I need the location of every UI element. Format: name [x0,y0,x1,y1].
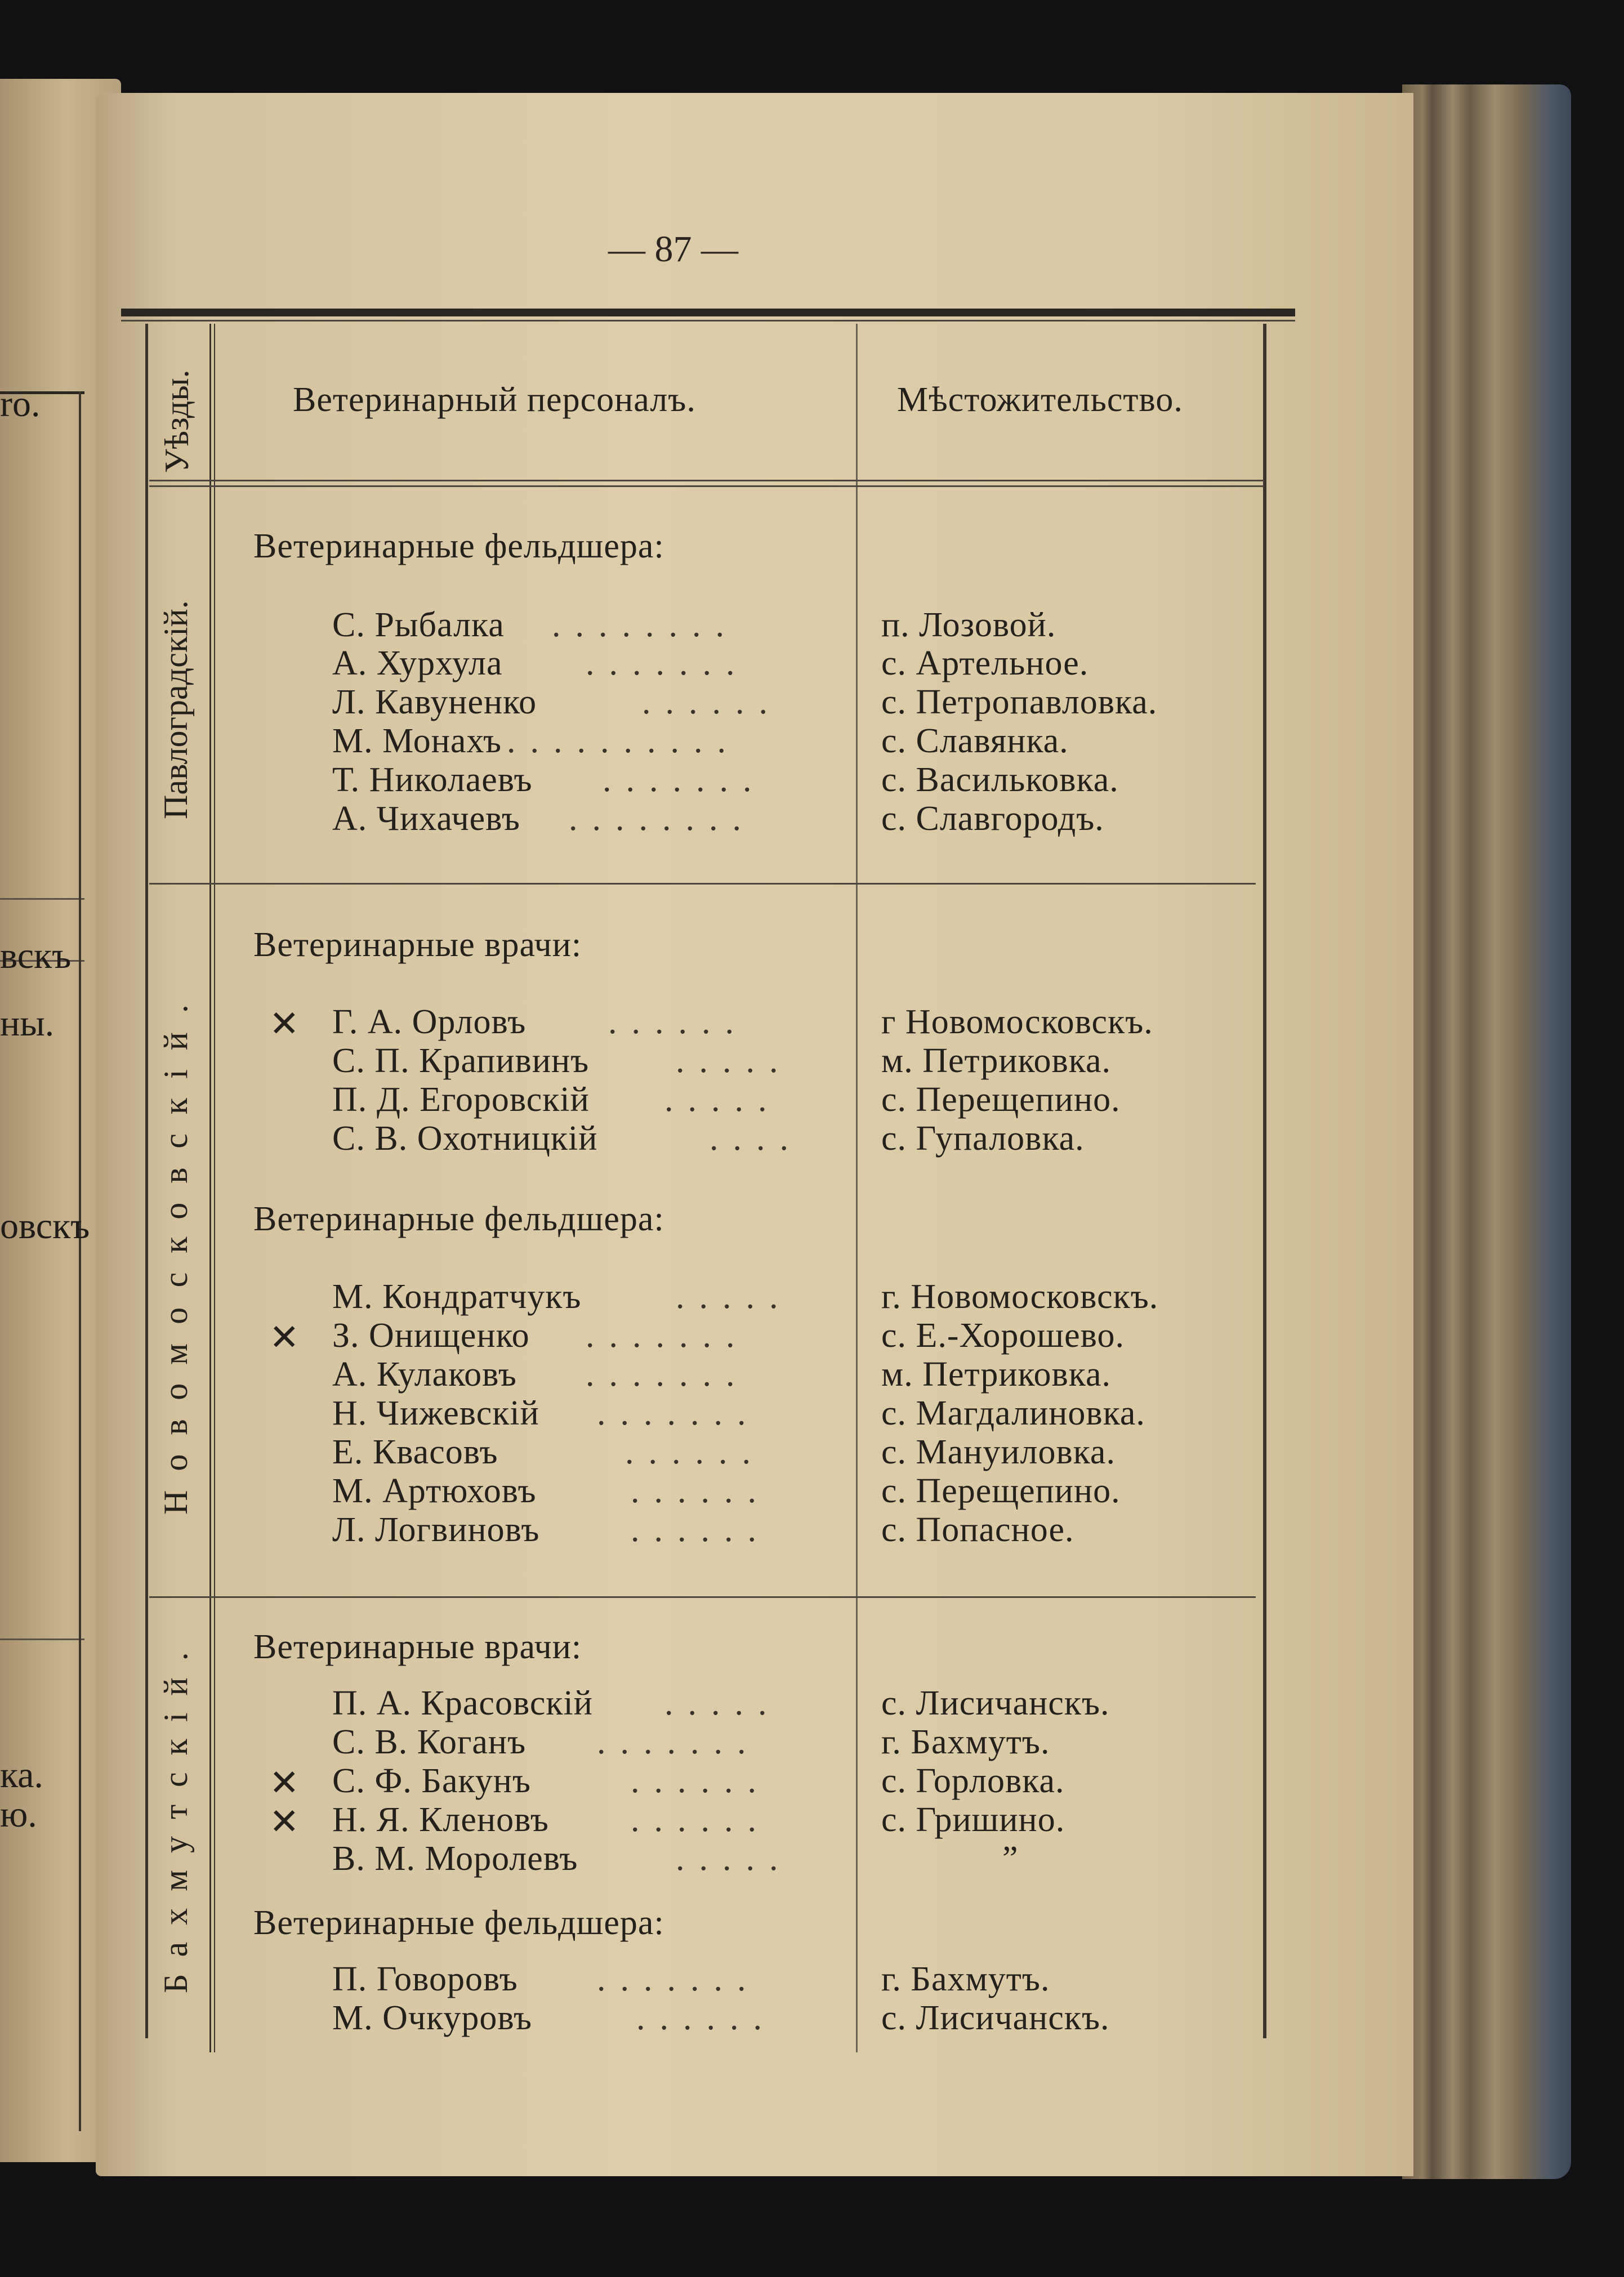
residence: с. Васильковка. [881,761,1119,799]
residence: с. Лисичанскъ. [881,1684,1110,1722]
personnel-row: ✕ С. Ф. Бакунъ ...... с. Горловка. [269,1762,1065,1804]
person-name: З. Онищенко [332,1316,530,1355]
person-name: Н. Чижевскій [332,1394,539,1432]
personnel-row: М. Артюховъ ...... с. Перещепино. [332,1472,1121,1510]
residence: м. Петриковка. [881,1355,1112,1394]
personnel-row: Н. Чижевскій ....... с. Магдалиновка. [332,1394,1145,1432]
person-name: М. Монахъ [332,722,502,760]
cross-mark-icon: ✕ [269,1801,300,1843]
residence: с. Славянка. [881,722,1069,760]
header-residence: Мѣстожительство. [897,381,1183,419]
left-page-fragment: ны. [0,1003,55,1044]
person-name: П. Говоровъ [332,1960,518,1998]
residence: с. Горловка. [881,1762,1065,1800]
personnel-row: С. П. Крапивинъ ..... м. Петриковка. [332,1042,1112,1080]
residence: м. Петриковка. [881,1042,1112,1080]
person-name: А. Хурхула [332,644,503,682]
personnel-row: Л. Логвиновъ ...... с. Попасное. [332,1511,1074,1549]
residence: с. Магдалиновка. [881,1394,1145,1432]
residence: с. Гупаловка. [881,1119,1085,1158]
person-name: П. Д. Егоровскій [332,1081,590,1119]
uezd-novomoskovsky: Новомосковскій. [157,985,194,1515]
residence: п. Лозовой. [881,606,1056,644]
personnel-row: С. Рыбалка ........ п. Лозовой. [332,606,1056,644]
residence: с. Славгородъ. [881,800,1104,838]
person-name: А. Чихачевъ [332,800,520,838]
personnel-row: М. Кондратчукъ ..... г. Новомосковскъ. [332,1278,1159,1316]
person-name: М. Артюховъ [332,1472,537,1510]
header-bottom-rule-2 [149,485,1264,487]
left-page-fragment: овскъ [0,1206,90,1247]
personnel-row: М. Монахъ .......... с. Славянка. [332,722,1069,760]
left-page-fragment: ю. [0,1794,37,1835]
header-bottom-rule [149,480,1264,481]
personnel-row: А. Хурхула ....... с. Артельное. [332,644,1089,682]
person-name: А. Кулаковъ [332,1355,517,1394]
personnel-row: В. М. Моролевъ ..... ” [332,1840,1018,1878]
header-personnel: Ветеринарный персоналъ. [293,381,696,419]
cross-mark-icon: ✕ [269,1762,300,1804]
person-name: С. Рыбалка [332,606,505,644]
residence: с. Гришино. [881,1801,1065,1839]
table-top-rule-thin [121,320,1295,322]
personnel-row: А. Чихачевъ ........ с. Славгородъ. [332,800,1104,838]
residence: с. Попасное. [881,1511,1074,1549]
header-uezdy: Уѣзды. [158,369,195,473]
personnel-row: Т. Николаевъ ....... с. Васильковка. [332,761,1119,799]
personnel-row: ✕ Г. А. Орловъ ...... г Новомосковскъ. [269,1003,1153,1045]
personnel-row: П. А. Красовскій ..... с. Лисичанскъ. [332,1684,1110,1722]
residence: г. Бахмутъ. [881,1960,1050,1998]
person-name: С. Ф. Бакунъ [332,1762,531,1800]
table-top-rule [121,309,1295,316]
person-name: С. В. Коганъ [332,1723,527,1761]
person-name: В. М. Моролевъ [332,1840,578,1878]
residence: с. Перещепино. [881,1081,1121,1119]
residence: с. Лисичанскъ. [881,1999,1110,2037]
group-title: Ветеринарные фельдшера: [253,1904,664,1942]
book-page-edges [1402,84,1571,2179]
person-name: С. П. Крапивинъ [332,1042,590,1080]
personnel-row: П. Говоровъ ....... г. Бахмутъ. [332,1960,1050,1998]
residence: с. Петропавловка. [881,683,1158,721]
section-separator [149,1596,1256,1598]
uezd-bakhmutsky: Бахмутскій. [157,1635,194,1993]
personnel-row: ✕ Н. Я. Кленовъ ...... с. Гришино. [269,1801,1065,1843]
person-name: Л. Логвиновъ [332,1511,540,1549]
residence: г. Новомосковскъ. [881,1278,1159,1316]
cross-mark-icon: ✕ [269,1003,300,1045]
residence: с. Артельное. [881,644,1089,682]
personnel-row: ✕ З. Онищенко ....... с. Е.-Хорошево. [269,1316,1125,1359]
group-title: Ветеринарные фельдшера: [253,527,664,565]
person-name: Н. Я. Кленовъ [332,1801,549,1839]
uezd-pavlogradsky: Павлоградскій. [157,600,194,819]
person-name: П. А. Красовскій [332,1684,593,1722]
residence: с. Перещепино. [881,1472,1121,1510]
person-name: М. Очкуровъ [332,1999,533,2037]
personnel-row: М. Очкуровъ ...... с. Лисичанскъ. [332,1999,1110,2037]
personnel-row: П. Д. Егоровскій ..... с. Перещепино. [332,1081,1121,1119]
residence: г. Бахмутъ. [881,1723,1050,1761]
cross-mark-icon: ✕ [269,1317,300,1359]
person-name: Е. Квасовъ [332,1433,498,1471]
left-page-rule [0,1638,84,1640]
personnel-row: С. В. Коганъ ....... г. Бахмутъ. [332,1723,1050,1761]
person-name: Г. А. Орловъ [332,1003,527,1041]
left-page-fragment: ка. [0,1754,43,1796]
person-name: М. Кондратчукъ [332,1278,582,1316]
person-name: С. В. Охотницкій [332,1119,598,1158]
section-separator [149,883,1256,885]
personnel-row: С. В. Охотницкій .... с. Гупаловка. [332,1119,1085,1158]
personnel-row: А. Кулаковъ ....... м. Петриковка. [332,1355,1112,1394]
residence: с. Е.-Хорошево. [881,1316,1125,1355]
personnel-row: Е. Квасовъ ...... с. Мануиловка. [332,1433,1116,1471]
residence: г Новомосковскъ. [881,1003,1153,1041]
ditto-mark: ” [1002,1840,1018,1878]
group-title: Ветеринарные врачи: [253,926,582,964]
group-title: Ветеринарные фельдшера: [253,1200,664,1238]
left-page-fragment: ro. [0,383,41,425]
page-number: — 87 — [608,229,738,270]
person-name: Л. Кавуненко [332,683,537,721]
left-page-fragment: вскъ [0,935,72,976]
residence: с. Мануиловка. [881,1433,1116,1471]
left-page-rule [0,898,84,900]
group-title: Ветеринарные врачи: [253,1628,582,1666]
personnel-row: Л. Кавуненко ...... с. Петропавловка. [332,683,1158,721]
person-name: Т. Николаевъ [332,761,533,799]
